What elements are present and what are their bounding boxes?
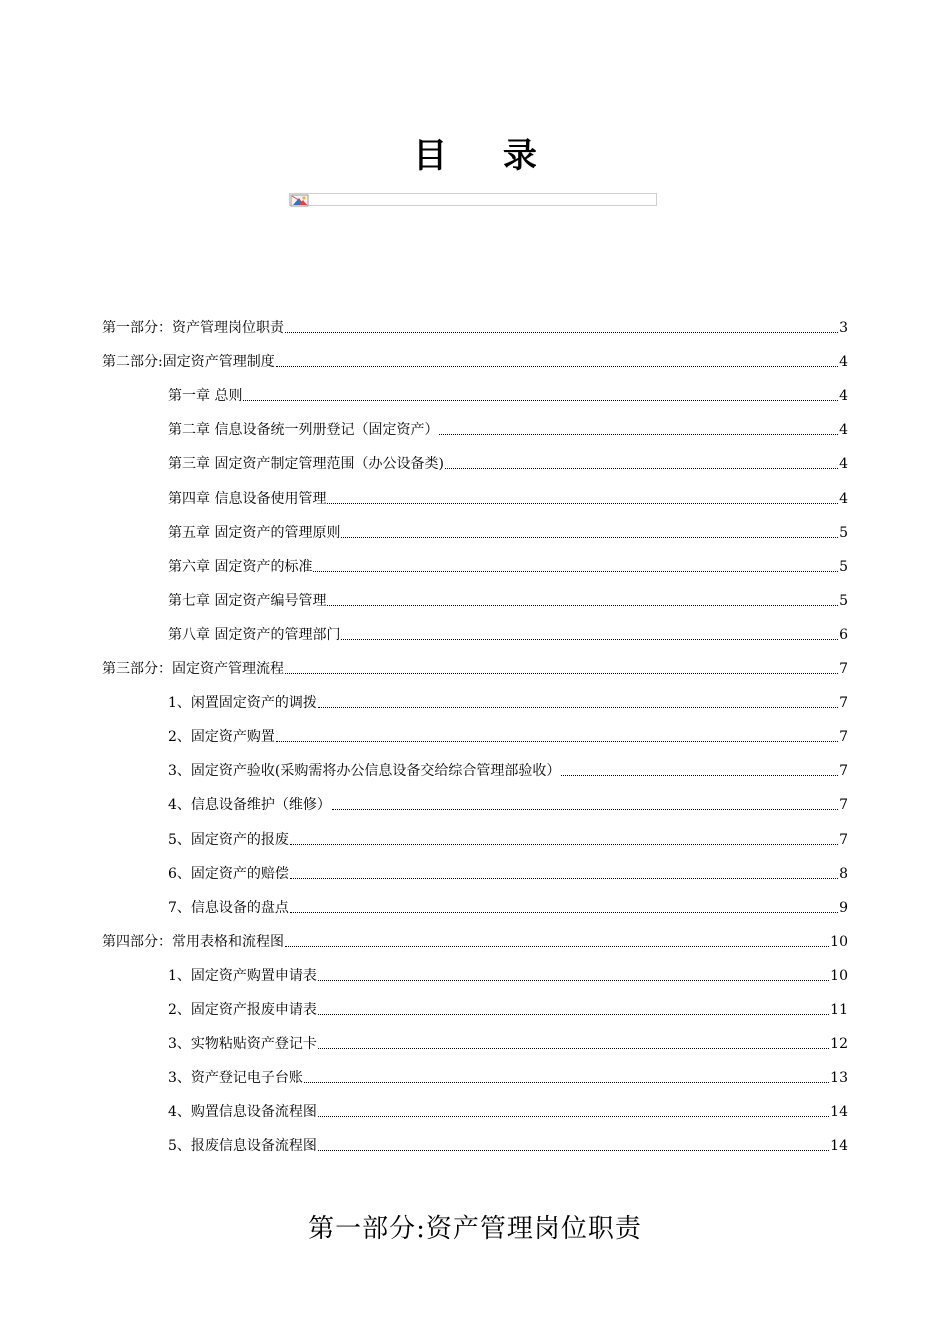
toc-page-number: 7 [839,797,848,814]
toc-entry-text: 第三部分：固定资产管理流程 [102,661,284,677]
toc-page-number: 5 [839,524,848,541]
toc-page-number: 4 [839,456,848,473]
toc-leader-dots [285,673,838,674]
toc-entry-text: 第五章 固定资产的管理原则 [168,524,341,541]
toc-entry-text: 第一部分：资产管理岗位职责 [102,320,284,336]
toc-leader-dots [327,605,838,606]
toc-leader-dots [304,1082,829,1083]
toc-entry-text: 第三章 固定资产制定管理范围（办公设备类) [168,456,444,473]
toc-leader-dots [290,844,838,845]
toc-entry-text: 7、信息设备的盘点 [168,899,289,916]
toc-entry[interactable] [168,557,848,577]
toc-leader-dots [318,1116,829,1117]
toc-page-number: 7 [839,831,848,848]
toc-leader-dots [561,775,838,776]
toc-entry[interactable] [168,693,848,713]
toc-page-number: 8 [839,865,848,882]
toc-leader-dots [318,707,838,708]
toc-entry-text: 1、闲置固定资产的调拨 [168,695,317,712]
toc-entry[interactable] [168,830,848,850]
toc-page-number: 6 [839,626,848,643]
toc-entry-text: 第七章 固定资产编号管理 [168,592,327,609]
toc-page-number: 7 [839,661,848,677]
toc-entry[interactable] [102,352,848,372]
toc-entry[interactable] [168,1102,848,1122]
toc-entry-text: 4、信息设备维护（维修） [168,797,331,814]
toc-entry-text: 1、固定资产购置申请表 [168,967,317,984]
toc-entry[interactable] [168,1034,848,1054]
toc-entry-text: 第六章 固定资产的标准 [168,558,313,575]
toc-entry[interactable] [168,523,848,543]
toc-entry-text: 6、固定资产的赔偿 [168,865,289,882]
broken-image-placeholder [289,193,657,206]
toc-page-number: 4 [839,388,848,405]
toc-entry[interactable] [168,795,848,815]
toc-page-number: 5 [839,592,848,609]
toc-entry[interactable] [168,1068,848,1088]
toc-entry[interactable] [168,966,848,986]
section-heading: 第一部分:资产管理岗位职责 [308,1214,642,1244]
toc-page-number: 10 [830,933,848,950]
toc-leader-dots [290,912,838,913]
toc-entry-text: 2、固定资产购置 [168,729,275,746]
toc-page-number: 7 [839,695,848,712]
toc-leader-dots [327,503,838,504]
toc-entry[interactable] [168,386,848,406]
toc-entry-text: 第四部分：常用表格和流程图 [102,933,284,950]
toc-entry[interactable] [168,727,848,747]
toc-page-number: 7 [839,763,848,780]
toc-entry-text: 4、购置信息设备流程图 [168,1104,317,1121]
toc-entry-text: 3、资产登记电子台账 [168,1070,303,1087]
toc-entry[interactable] [168,898,848,918]
toc-entry[interactable] [168,420,848,440]
toc-leader-dots [290,878,838,879]
toc-title: 目 录 [413,136,559,176]
toc-page-number: 7 [839,729,848,746]
toc-leader-dots [332,809,838,810]
toc-leader-dots [318,1014,829,1015]
toc-leader-dots [285,946,829,947]
toc-leader-dots [341,537,838,538]
broken-image-icon [290,194,310,207]
toc-entry-text: 2、固定资产报废申请表 [168,1002,317,1018]
toc-leader-dots [341,639,838,640]
toc-entry[interactable] [168,864,848,884]
toc-entry-text: 3、固定资产验收(采购需将办公信息设备交给综合管理部验收） [168,763,561,780]
toc-leader-dots [318,1048,829,1049]
toc-page-number: 14 [830,1138,848,1155]
toc-entry[interactable] [168,454,848,474]
toc-entry-text: 第八章 固定资产的管理部门 [168,626,341,643]
toc-leader-dots [276,741,838,742]
toc-page-number: 5 [839,558,848,575]
toc-page-number: 4 [839,490,848,507]
toc-page-number: 4 [839,354,848,371]
toc-page-number: 4 [839,422,848,439]
toc-entry[interactable] [102,932,848,952]
toc-leader-dots [445,468,838,469]
toc-entry[interactable] [168,489,848,509]
toc-entry[interactable] [168,761,848,781]
toc-leader-dots [285,332,838,333]
toc-leader-dots [313,571,838,572]
toc-page-number: 13 [830,1070,848,1087]
toc-page-number: 12 [830,1036,848,1053]
toc-entry-text: 第四章 信息设备使用管理 [168,490,327,507]
toc-page-number: 14 [830,1104,848,1121]
toc-leader-dots [243,400,838,401]
toc-leader-dots [318,1150,829,1151]
toc-entry[interactable] [168,591,848,611]
toc-page-number: 11 [830,1002,848,1018]
toc-leader-dots [276,366,838,367]
toc-entry[interactable] [102,318,848,338]
toc-entry[interactable] [102,659,848,679]
toc-entry[interactable] [168,625,848,645]
toc-leader-dots [439,434,838,435]
toc-entry-text: 5、固定资产的报废 [168,831,289,848]
toc-entry-text: 第一章 总则 [168,388,243,405]
toc-entry[interactable] [168,1000,848,1020]
toc-page-number: 9 [839,899,848,916]
toc-entry[interactable] [168,1136,848,1156]
toc-leader-dots [318,980,829,981]
toc-entry-text: 第二章 信息设备统一列册登记（固定资产） [168,422,439,439]
toc-page-number: 10 [830,967,848,984]
toc-entry-text: 第二部分:固定资产管理制度 [102,354,275,371]
toc-page-number: 3 [839,320,848,336]
toc-entry-text: 3、实物粘贴资产登记卡 [168,1036,317,1053]
toc-entry-text: 5、报废信息设备流程图 [168,1138,317,1155]
